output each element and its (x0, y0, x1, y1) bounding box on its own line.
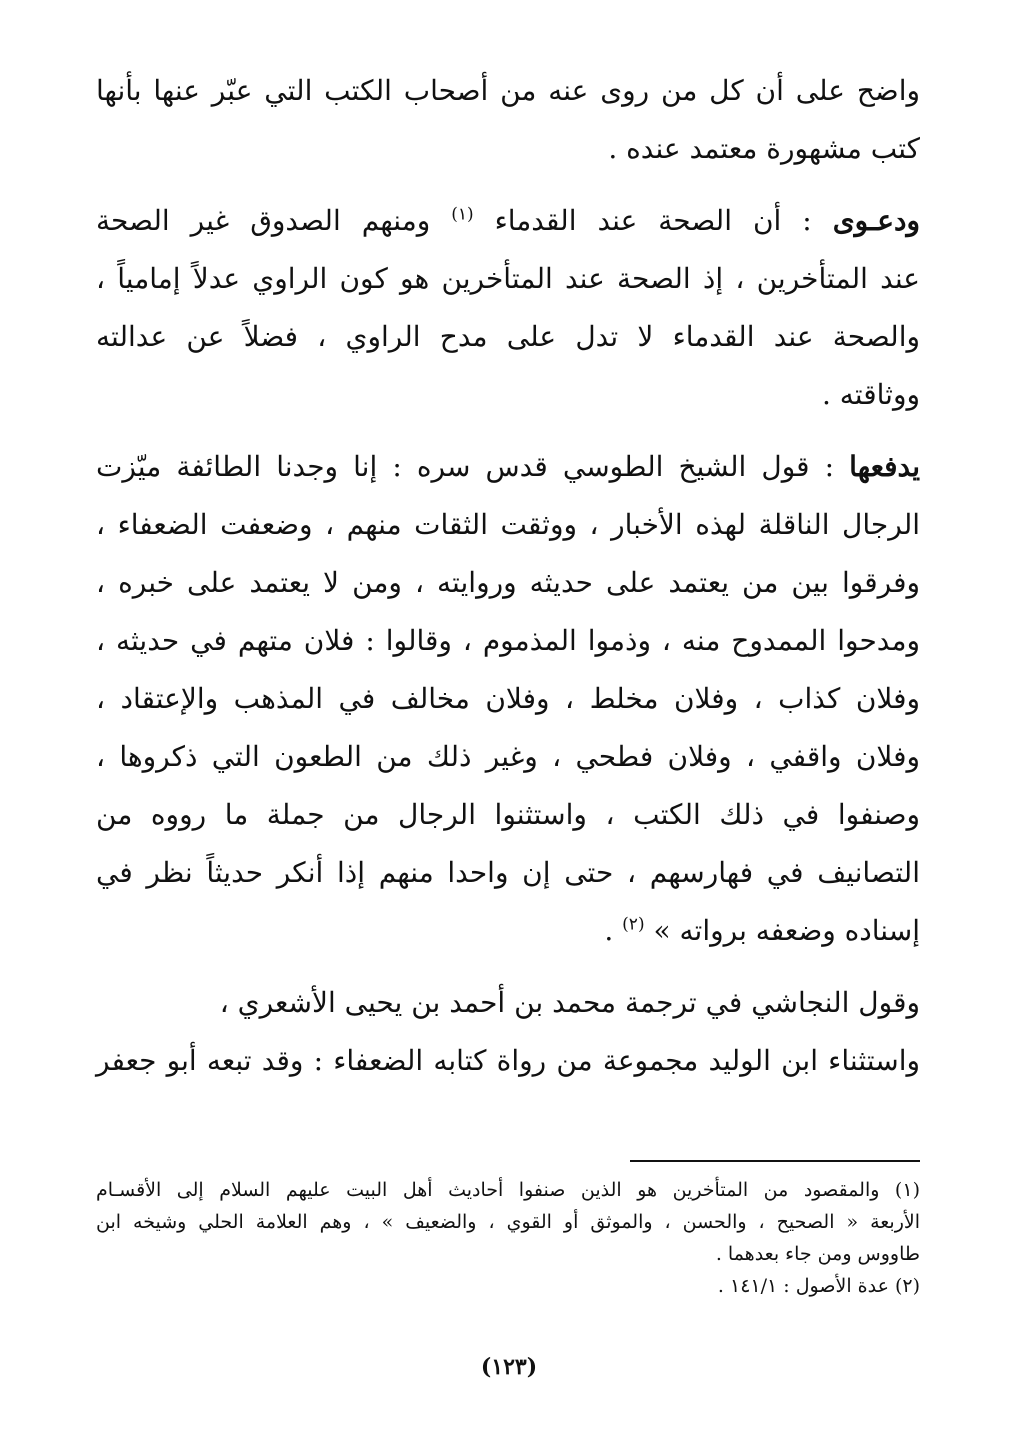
text-line: وقول النجاشي في ترجمة محمد بن أحمد بن يحيى الأشعري ، (219, 986, 920, 1019)
paragraph-3 (96, 438, 920, 960)
lead-word: يدفعها (849, 450, 920, 483)
text-line: عند المتأخرين ، إذ الصحة عند المتأخرين هو كون الراوي عدلاً إمامياً ، (96, 262, 920, 295)
text-line: ومدحوا الممدوح منه ، وذموا المذموم ، وقالوا : فلان متهم في حديثه ، (96, 624, 920, 657)
page-number: (١٢٣) (480, 1354, 538, 1380)
lead-word: ودعـوى (832, 204, 920, 237)
text-segment: ومنهم الصدوق غير الصحة (96, 204, 452, 237)
footnotes (96, 1174, 920, 1302)
text-line: وفلان واقفي ، وفلان فطحي ، وغير ذلك من الطعون التي ذكروها ، (96, 740, 920, 773)
footnote-ref: (٢) (622, 914, 645, 935)
text-line (96, 192, 920, 250)
text-line: واضح على أن كل من روى عنه من أصحاب الكتب التي عبّر عنها بأنها (96, 74, 920, 107)
footnote-ref: (١) (451, 204, 474, 225)
paragraph-2 (96, 192, 920, 424)
text-line: وفلان كذاب ، وفلان مخلط ، وفلان مخالف في المذهب والإعتقاد ، (96, 682, 920, 715)
text-line: وفرقوا بين من يعتمد على حديثه وروايته ، ومن لا يعتمد على خبره ، (96, 566, 920, 599)
footnote-line: (١) والمقصود من المتأخرين هو الذين صنفوا أحاديث أهل البيت عليهم السلام إلى الأقسـام (96, 1179, 920, 1201)
text-segment: إسناده وضعفه برواته » (644, 914, 920, 947)
text-line (96, 438, 920, 496)
text-segment: : قول الشيخ الطوسي قدس سره : إنا وجدنا الطائفة ميّزت (96, 450, 850, 483)
paragraph-1 (96, 62, 920, 178)
main-text (96, 62, 920, 1090)
text-line: الرجال الناقلة لهذه الأخبار ، ووثقت الثقات منهم ، وضعفت الضعفاء ، (96, 508, 920, 541)
text-line: والصحة عند القدماء لا تدل على مدح الراوي ، فضلاً عن عدالته (96, 320, 920, 353)
text-line: وصنفوا في ذلك الكتب ، واستثنوا الرجال من جملة ما رووه من (96, 798, 920, 831)
text-segment: : أن الصحة عند القدماء (473, 204, 833, 237)
text-line (96, 902, 920, 960)
text-line: التصانيف في فهارسهم ، حتى إن واحدا منهم إذا أنكر حديثاً نظر في (96, 856, 920, 889)
footnote-line: طاووس ومن جاء بعدهما . (715, 1243, 920, 1265)
footnote-line: الأربعة « الصحيح ، والحسن ، والموثق أو القوي ، والضعيف » ، وهم العلامة الحلي وشيخه ابن (96, 1211, 920, 1233)
text-line: ووثاقته . (821, 378, 920, 411)
text-segment: . (604, 914, 623, 947)
paragraph-4 (96, 974, 920, 1090)
text-line: كتب مشهورة معتمد عنده . (608, 132, 920, 165)
text-line: واستثناء ابن الوليد مجموعة من رواة كتابه الضعفاء : وقد تبعه أبو جعفر (96, 1044, 920, 1077)
footnote-line: (٢) عدة الأصول : ١٤١/١ . (717, 1275, 920, 1297)
footnote-separator (630, 1160, 920, 1162)
